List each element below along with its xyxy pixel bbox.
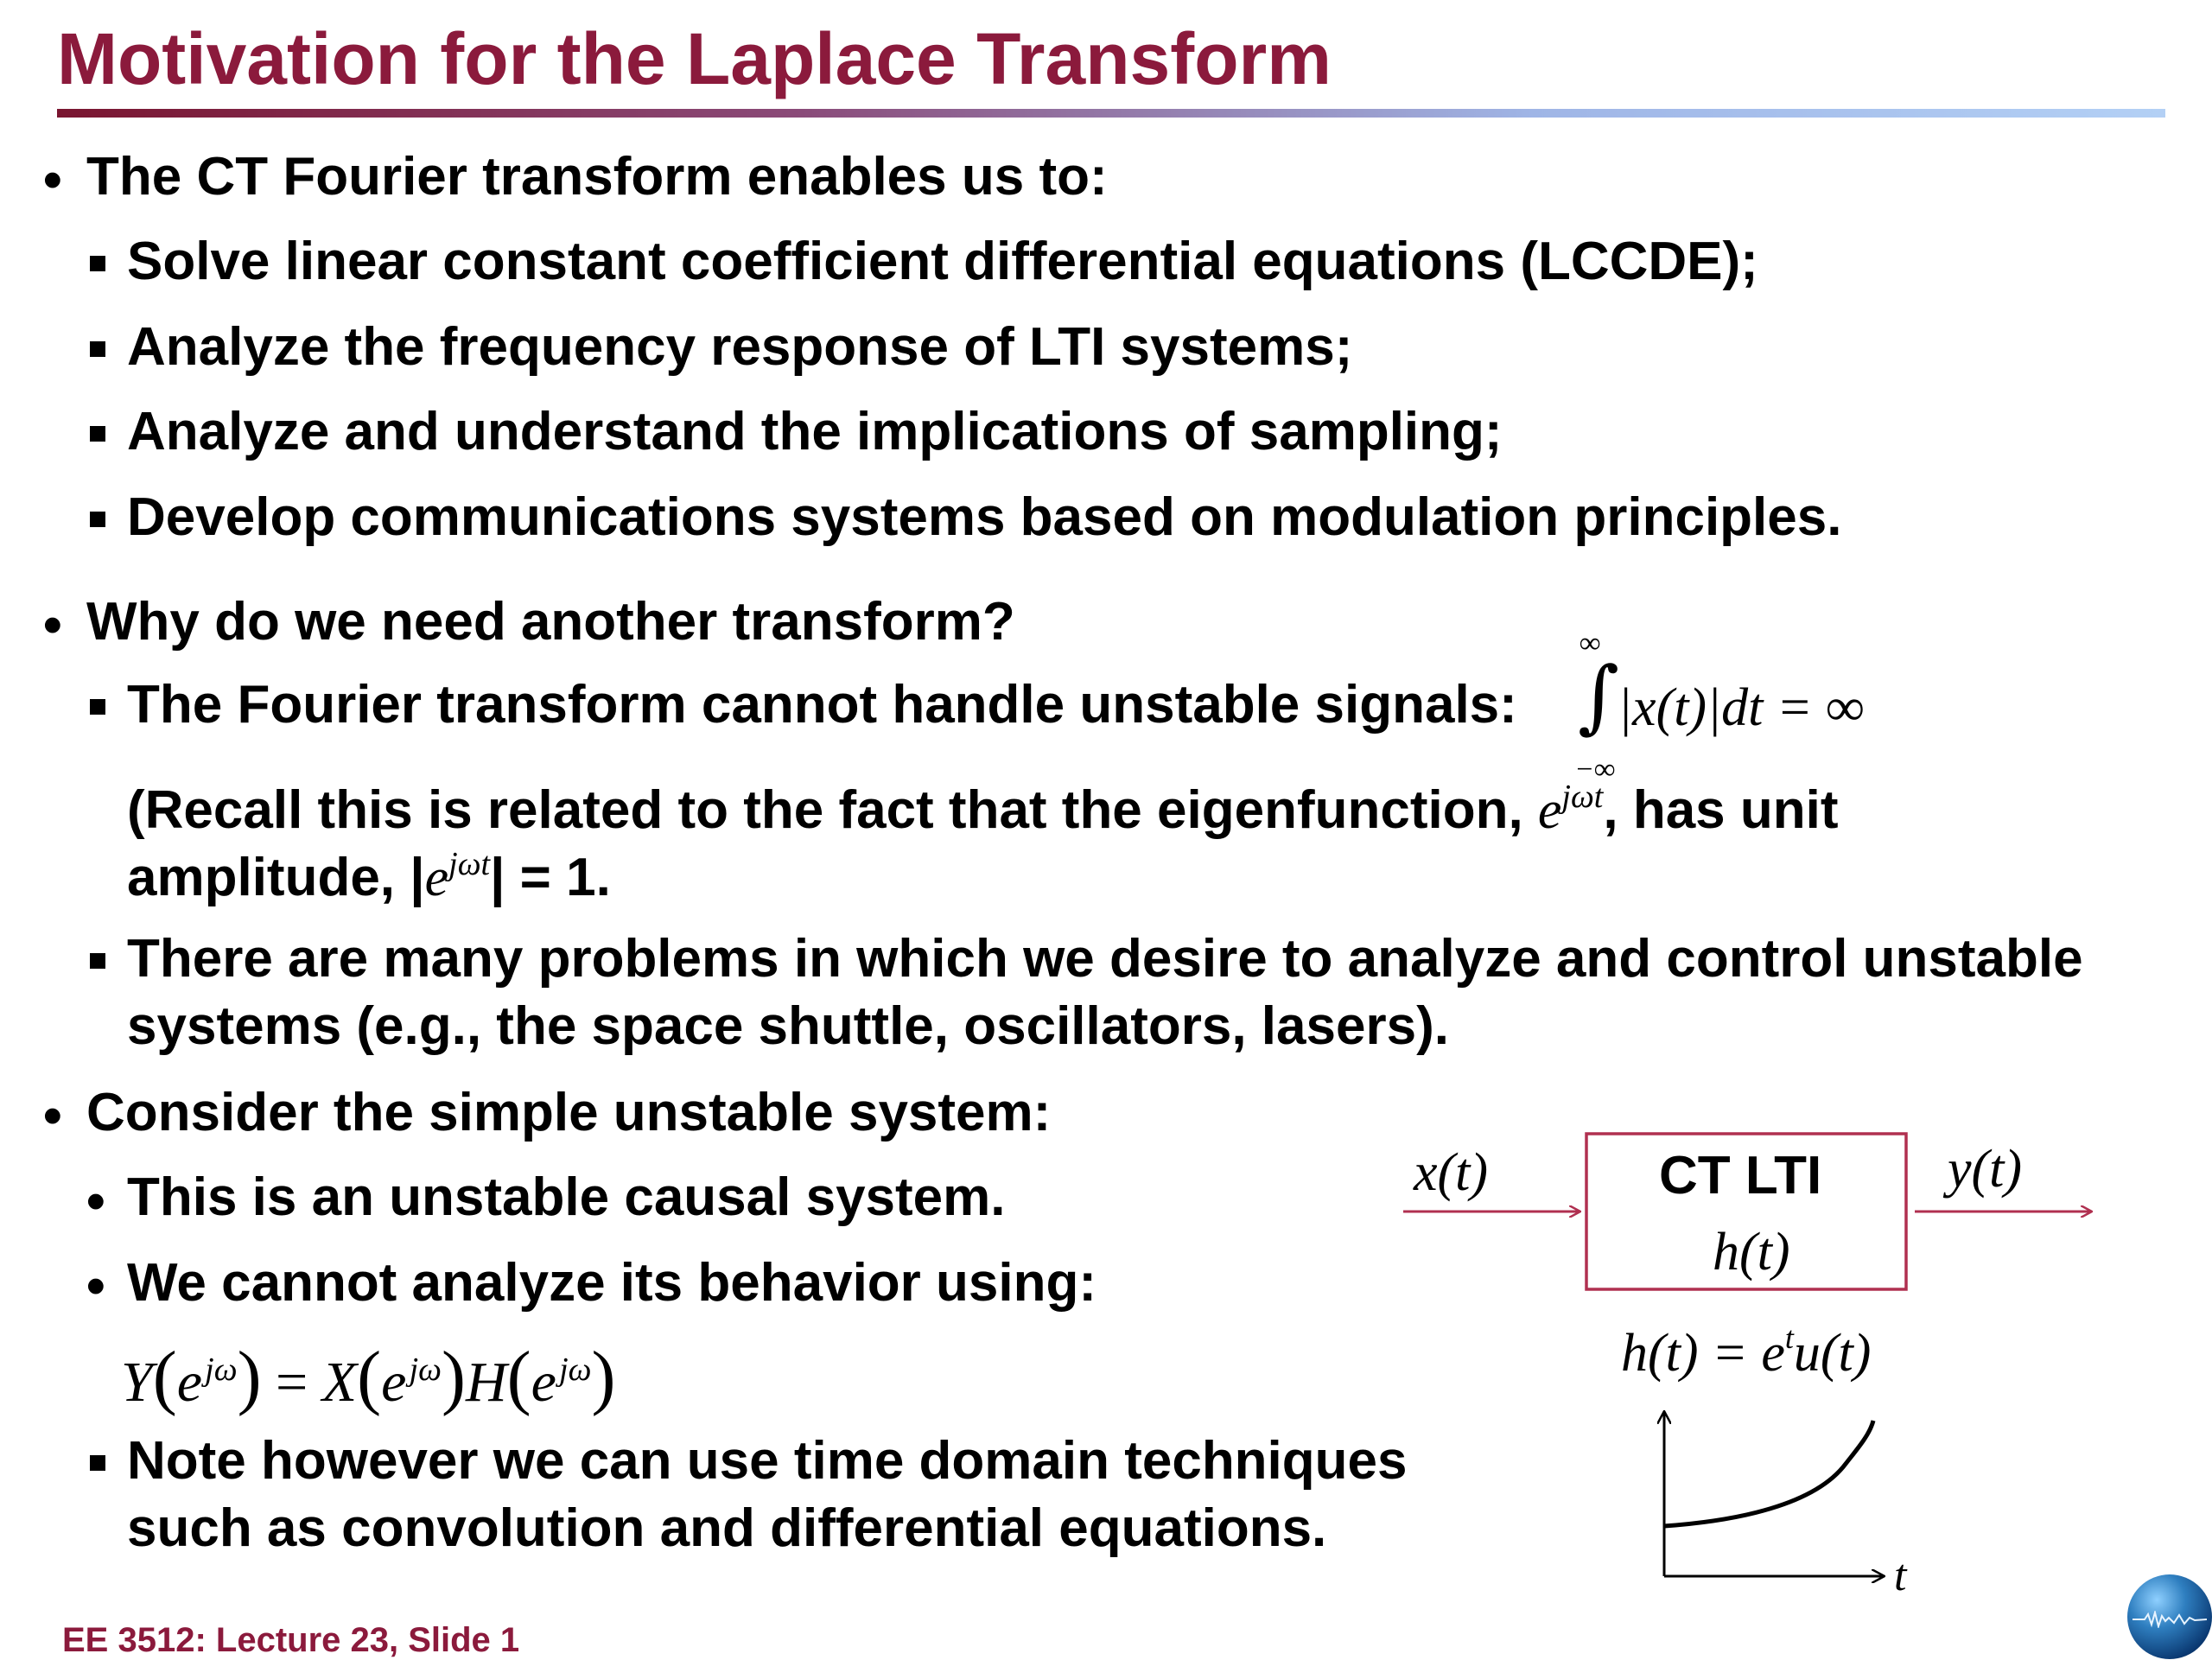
item-time-domain-1: Note however we can use time domain techniques (127, 1431, 1408, 1491)
square-bullet (90, 256, 105, 271)
item-time-domain-2: such as convolution and differential equations. (127, 1498, 1327, 1558)
recall-text-a: (Recall this is related to the fact that the eigenfunction, (127, 780, 1538, 840)
integral-sign-icon: ∫ (1578, 650, 1619, 742)
square-bullet (90, 341, 105, 357)
item-solve-lccde: Solve linear constant coefficient differential equations (LCCDE); (127, 232, 1758, 291)
item-many-problems-2: systems (e.g., the space shuttle, oscillators, lasers). (127, 996, 1449, 1056)
slide-title: Motivation for the Laplace Transform (57, 18, 1332, 99)
item-modulation: Develop communications systems based on modulation principles. (127, 487, 1842, 547)
frequency-equation: Y(e $^{j\omega}$) = X(e $^{j\omega}$)H(e $^{j\omega}$) (121, 1337, 616, 1417)
recall-line-2 (127, 846, 611, 907)
input-signal-label: x(t) (1414, 1143, 1489, 1202)
bullet-dot: • (43, 150, 62, 210)
bullet-dot: • (86, 1172, 105, 1231)
exponential-plot (1642, 1400, 1901, 1590)
item-frequency-response: Analyze the frequency response of LTI systems; (127, 317, 1353, 377)
recall2-text-b: | = 1. (490, 848, 611, 907)
bullet-simple-unstable: Consider the simple unstable system: (86, 1083, 1052, 1142)
item-cannot-analyze: We cannot analyze its behavior using: (127, 1253, 1096, 1313)
item-sampling: Analyze and understand the implications of sampling; (127, 402, 1503, 461)
square-bullet (90, 512, 105, 527)
recall2-text-a: amplitude, | (127, 848, 425, 907)
waveform-icon (2133, 1611, 2207, 1628)
bullet-dot: • (86, 1256, 105, 1316)
bullet-dot: • (43, 595, 62, 655)
bullet-another-transform: Why do we need another transform? (86, 592, 1015, 652)
impulse-response-equation: $h(t) = e^tu(t)$ (1621, 1320, 1872, 1383)
item-many-problems-1: There are many problems in which we desire to analyze and control unstable (127, 929, 2083, 989)
bullet-fourier-enables: The CT Fourier transform enables us to: (86, 147, 1108, 207)
eigenfunction-base: e (1537, 781, 1562, 840)
square-bullet (90, 699, 105, 715)
square-bullet (90, 1455, 105, 1471)
item-unstable-causal: This is an unstable causal system. (127, 1167, 1006, 1227)
output-signal-label: y(t) (1948, 1140, 2023, 1199)
unit-amp-exponent: jωt (448, 846, 491, 882)
unit-amp-base: e (424, 849, 449, 907)
exponential-curve (1664, 1421, 1873, 1526)
bullet-dot: • (43, 1086, 62, 1146)
slide-footer: EE 3512: Lecture 23, Slide 1 (62, 1621, 520, 1659)
recall-text-b: , has unit (1603, 780, 1839, 840)
integral-upper-limit: ∞ (1580, 627, 1601, 659)
globe-logo-icon (2127, 1574, 2212, 1659)
square-bullet (90, 426, 105, 442)
item-unstable-signals: The Fourier transform cannot handle unstable signals: (127, 675, 1517, 735)
system-box-impulse: h(t) (1713, 1223, 1790, 1282)
title-underline (57, 109, 2165, 118)
t-axis-label: t (1894, 1551, 1907, 1600)
integral-lower-limit: −∞ (1574, 754, 1616, 785)
recall-line-1 (127, 779, 1839, 840)
integral-body: |x(t)|dt = ∞ (1618, 678, 1865, 737)
square-bullet (90, 953, 105, 969)
system-box-title: CT LTI (1659, 1146, 1822, 1205)
eigenfunction-exponent: jωt (1561, 779, 1604, 815)
